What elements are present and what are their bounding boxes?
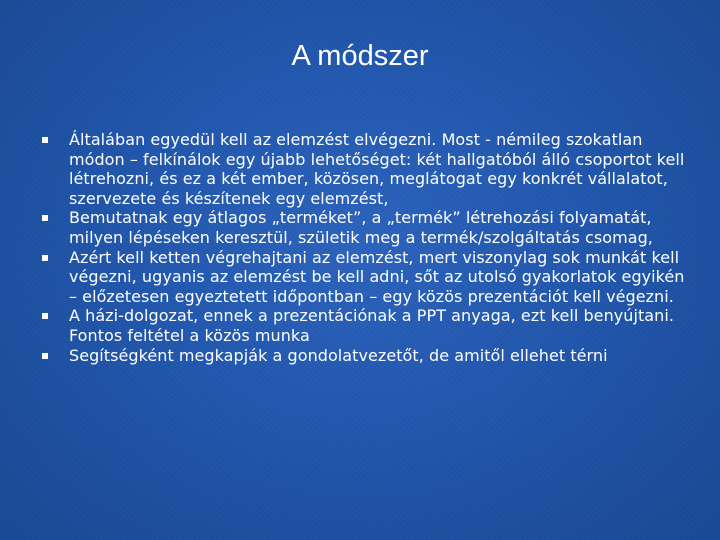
square-bullet-icon	[42, 353, 48, 359]
square-bullet-icon	[42, 313, 48, 319]
bullet-list	[40, 130, 690, 365]
slide-title: A módszer	[291, 40, 429, 72]
bullet-item	[40, 346, 690, 366]
bullet-text: Bemutatnak egy átlagos „terméket”, a „termék” létrehozási folyamatát, milyen lépéseken keresztül, születik meg a termék/szolgáltatás csomag,	[69, 208, 653, 247]
square-bullet-icon	[42, 215, 48, 221]
square-bullet-icon	[42, 137, 48, 143]
bullet-item	[40, 248, 690, 307]
bullet-text: A házi-dolgozat, ennek a prezentációnak a PPT anyaga, ezt kell benyújtani. Fontos feltétel a közös munka	[69, 306, 674, 345]
bullet-item	[40, 130, 690, 208]
bullet-text: Általában egyedül kell az elemzést elvégezni. Most - némileg szokatlan módon – felkínálok egy újabb lehetőséget: két hallgatóból álló csoportot kell létrehozni, és ez a két ember, közösen, meglátogat egy konkrét vállalatot, szervezete és készítenek egy elemzést,	[69, 130, 685, 208]
bullet-item	[40, 306, 690, 345]
bullet-text: Azért kell ketten végrehajtani az elemzést, mert viszonylag sok munkát kell végezni, ugyanis az elemzést be kell adni, sőt az utolsó gyakorlatok egyikén – előzetesen egyeztetett időpontban – egy közös prezentációt kell végezni.	[69, 247, 685, 306]
bullet-text: Segítségként megkapják a gondolatvezetőt, de amitől ellehet térni	[69, 345, 608, 365]
bullet-item	[40, 208, 690, 247]
square-bullet-icon	[42, 255, 48, 261]
